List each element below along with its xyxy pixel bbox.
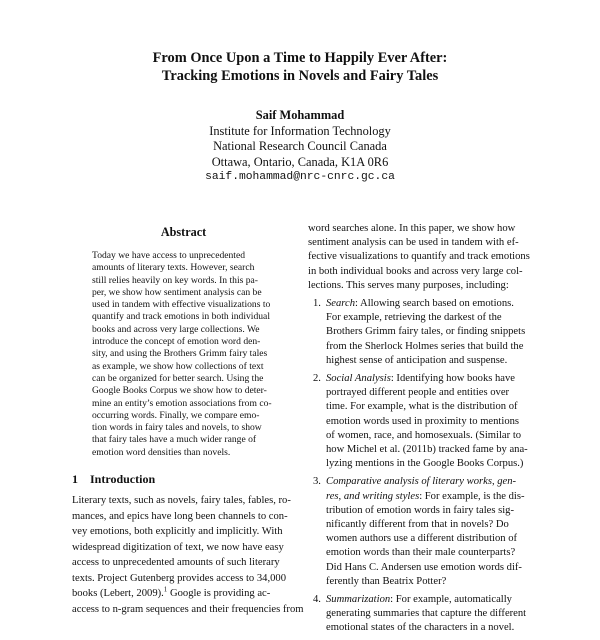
intro-line: vey emotions, both explicitly and implicitly. With: [72, 526, 283, 537]
section-number: 1: [72, 472, 78, 486]
intro-line: Literary texts, such as novels, fairy tales, fables, ro-: [72, 495, 291, 506]
abstract-line: introduce the concept of emotion word den-: [92, 336, 261, 348]
item-text: : Identifying how books have: [390, 373, 516, 385]
intro-line: mances, and epics have long been channels to con-: [72, 510, 288, 522]
abstract-line: still relies heavily on key words. In this pa-: [92, 274, 258, 286]
list-marker: 2.: [313, 373, 321, 385]
abstract-line: can be organized for better search. Using the: [92, 372, 264, 384]
abstract-line: emotion word densities than novels.: [92, 446, 231, 458]
abstract-line: quantify and track emotions in both individual: [92, 311, 270, 323]
abstract-line: tion words in fairy tales and novels, to show: [92, 422, 262, 434]
item-line: tribution of emotion words in fairy tales sig-: [326, 504, 515, 516]
abstract-line: sity, and using the Brothers Grimm fairy tales: [92, 348, 268, 360]
body-line: sentiment analysis can be used in tandem with ef-: [308, 237, 519, 249]
item-line: ferently than Beatrix Potter?: [326, 575, 447, 587]
item-text: : For example, automatically: [390, 594, 512, 606]
item-line: nificantly different from that in novels? Do: [326, 519, 509, 531]
item-line: [326, 593, 534, 607]
item-line: women authors use a different distribution of: [326, 533, 518, 545]
abstract-line: per, we show how sentiment analysis can be: [92, 286, 262, 298]
abstract-line: amounts of literary texts. However, search: [92, 262, 255, 274]
body-line: lections. This serves many purposes, including:: [308, 279, 509, 291]
intro-line: texts. Project Gutenberg provides access to 34,000: [72, 572, 286, 584]
item-line: emotion words than their male counterparts?: [326, 547, 516, 559]
body-line: fective visualizations to quantify and track emotions: [308, 251, 530, 263]
item-line: lyzing mentions in the Google Books Corpus.): [326, 458, 524, 470]
abstract-line: Today we have access to unprecedented: [92, 250, 246, 261]
abstract-line: used in tandem with effective visualizations to: [92, 299, 271, 311]
item-line: emotion words used in proximity to mentions: [326, 415, 520, 427]
body-line: in both individual books and across very large col-: [308, 265, 523, 277]
item-term: Comparative analysis of literary works, gen-: [326, 476, 517, 488]
list-item: [308, 372, 534, 471]
title-line-1: From Once Upon a Time to Happily Ever After:: [152, 50, 448, 66]
affiliation-line: Institute for Information Technology: [209, 123, 391, 138]
intro-line: widespread digitization of text, we now have easy: [72, 541, 284, 553]
affiliation-line: Ottawa, Ontario, Canada, K1A 0R6: [211, 154, 389, 169]
item-line: emotional states of the characters in a novel.: [326, 622, 515, 634]
list-marker: 3.: [313, 476, 321, 488]
purpose-list: [308, 297, 534, 636]
author-email[interactable]: saif.mohammad@nrc-cnrc.gc.ca: [205, 171, 395, 183]
item-text: : Allowing search based on emotions.: [355, 298, 514, 310]
section-heading-introduction: [72, 472, 155, 487]
item-line: [326, 490, 534, 504]
item-line: [326, 372, 534, 386]
intro-line-tail: Google is providing ac-: [167, 588, 271, 599]
list-item: [308, 593, 534, 636]
item-term: Summarization: [326, 594, 391, 606]
item-text: : For example, is the dis-: [419, 490, 525, 502]
list-item: [308, 297, 534, 368]
citation-text: books (Lebert, 2009).: [72, 588, 164, 599]
item-line: [326, 297, 534, 311]
item-line: of women, race, and homosexuals. (Similar to: [326, 429, 522, 441]
abstract-line: mine an entity’s emotion associations from co-: [92, 397, 272, 409]
abstract-body: [92, 250, 278, 459]
intro-line: access to n-gram sequences and their frequencies from: [72, 603, 304, 615]
abstract-line: occurring words. Finally, we compare emo-: [92, 409, 260, 421]
author-block: [0, 108, 600, 186]
affiliation-line: National Research Council Canada: [213, 139, 387, 153]
abstract-line: that fairy tales have a much wider range of: [92, 434, 257, 446]
item-line: For example, retrieving the darkest of the: [326, 312, 502, 324]
item-line: portrayed different people and entities over: [326, 387, 510, 399]
item-line: Did Hans C. Andersen use emotion words dif-: [326, 561, 522, 573]
item-line: generating summaries that capture the different: [326, 608, 527, 620]
abstract-line: as example, we show how collections of text: [92, 360, 264, 372]
abstract-line: Google Books Corpus we show how to deter-: [92, 385, 267, 397]
item-line: from the Sherlock Holmes series that build the: [326, 340, 524, 352]
item-term-continued: res, and writing styles: [326, 490, 420, 502]
title-line-2: Tracking Emotions in Novels and Fairy Tales: [161, 68, 439, 84]
footnote-marker[interactable]: 1: [163, 585, 168, 594]
item-term: Social Analysis: [326, 373, 391, 385]
introduction-body: [72, 493, 304, 617]
intro-line: [72, 586, 299, 602]
list-marker: 4.: [313, 594, 321, 606]
abstract-heading: Abstract: [160, 225, 207, 239]
item-term: Search: [326, 298, 356, 310]
list-marker: 1.: [313, 298, 321, 310]
abstract-line: books and across very large collections. We: [92, 323, 260, 335]
item-line: Brothers Grimm fairy tales, or finding snippets: [326, 326, 526, 338]
right-column: [308, 222, 534, 640]
list-item: [308, 475, 534, 589]
item-line: how Michel et al. (2011b) tracked fame by ana-: [326, 444, 528, 456]
intro-line: access to unprecedented amounts of such literary: [72, 557, 280, 568]
paper-title: [0, 49, 600, 85]
item-line: highest sense of anticipation and suspense.: [326, 354, 508, 366]
section-title: Introduction: [90, 472, 156, 486]
item-line: time. For example, what is the distribution of: [326, 401, 518, 413]
author-name: Saif Mohammad: [255, 108, 345, 122]
body-line: word searches alone. In this paper, we show how: [308, 223, 516, 234]
